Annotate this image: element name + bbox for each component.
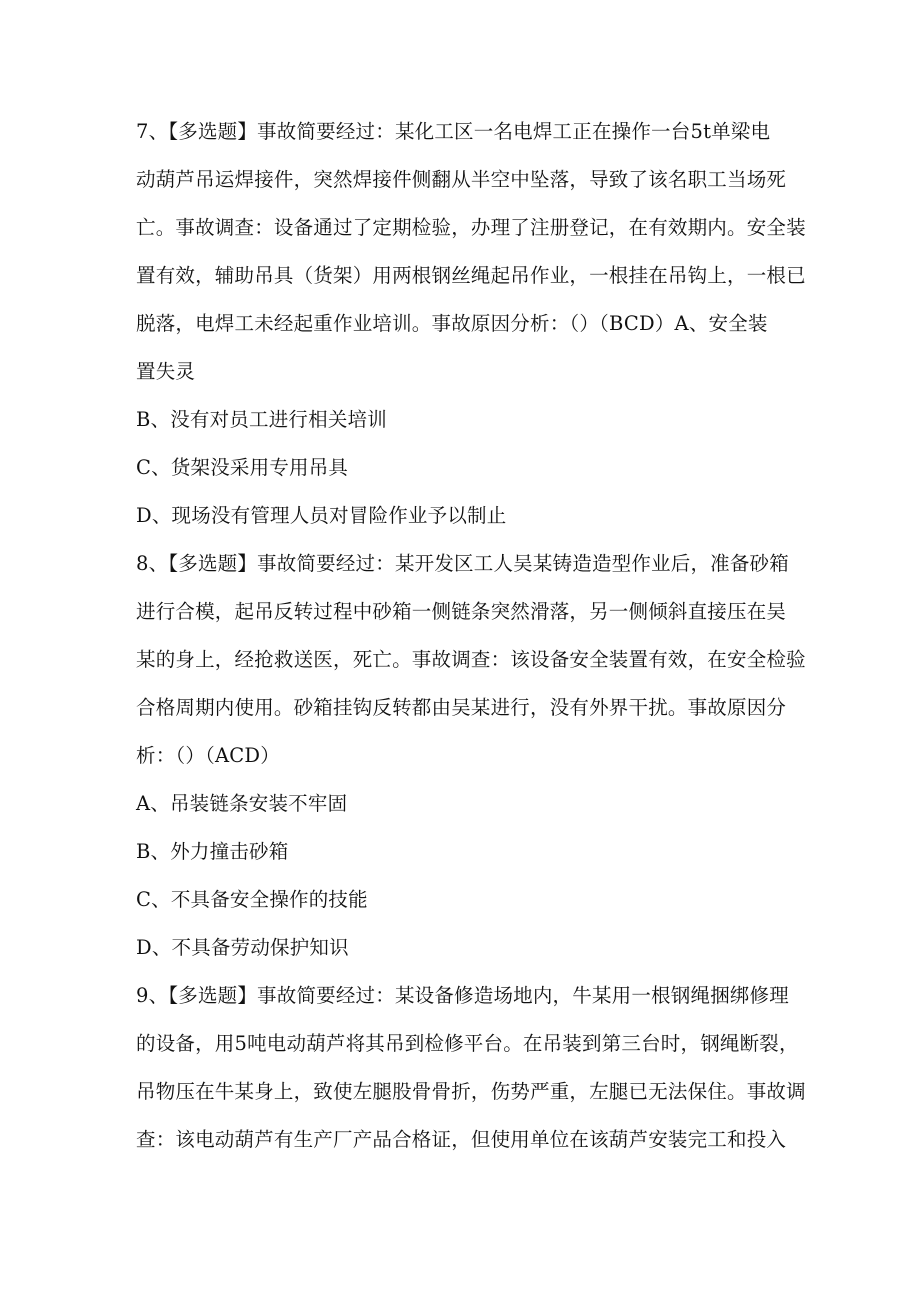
stem-line: 置失灵 xyxy=(136,360,196,383)
stem-line: 脱落，电焊工未经起重作业培训。事故原因分析：（）（BCD）A、安全装 xyxy=(136,312,768,335)
stem-line: 吊物压在牛某身上，致使左腿股骨骨折，伤势严重，左腿已无法保住。事故调 xyxy=(136,1080,806,1103)
option-b: B、没有对员工进行相关培训 xyxy=(136,408,387,431)
stem-line: 的设备，用5吨电动葫芦将其吊到检修平台。在吊装到第三台时，钢绳断裂， xyxy=(136,1032,799,1055)
stem-line: 8、【多选题】事故简要经过：某开发区工人吴某铸造造型作业后，准备砂箱 xyxy=(136,552,789,575)
question-7 xyxy=(136,108,806,540)
stem-line: 合格周期内使用。砂箱挂钩反转都由吴某进行，没有外界干扰。事故原因分 xyxy=(136,696,787,719)
option-a: A、吊装链条安装不牢固 xyxy=(136,792,348,815)
question-9 xyxy=(136,972,806,1164)
stem-line: 某的身上，经抢救送医，死亡。事故调查：该设备安全装置有效，在安全检验 xyxy=(136,648,806,671)
stem-line: 7、【多选题】事故简要经过：某化工区一名电焊工正在操作一台5t单梁电 xyxy=(136,120,771,143)
stem-line: 析：（）（ACD） xyxy=(136,744,280,767)
stem-line: 亡。事故调查：设备通过了定期检验，办理了注册登记，在有效期内。安全装 xyxy=(136,216,806,239)
stem-line: 9、【多选题】事故简要经过：某设备修造场地内，牛某用一根钢绳捆绑修理 xyxy=(136,984,789,1007)
option-d: D、现场没有管理人员对冒险作业予以制止 xyxy=(136,504,507,527)
stem-line: 进行合模，起吊反转过程中砂箱一侧链条突然滑落，另一侧倾斜直接压在吴 xyxy=(136,600,787,623)
stem-line: 动葫芦吊运焊接件，突然焊接件侧翻从半空中坠落，导致了该名职工当场死 xyxy=(136,168,787,191)
stem-line: 置有效，辅助吊具（货架）用两根钢丝绳起吊作业，一根挂在吊钩上，一根已 xyxy=(136,264,806,287)
question-7-stem xyxy=(136,108,806,396)
document-page xyxy=(136,108,806,1164)
stem-line: 查：该电动葫芦有生产厂产品合格证，但使用单位在该葫芦安装完工和投入 xyxy=(136,1128,787,1151)
question-9-stem xyxy=(136,972,806,1164)
question-8-stem xyxy=(136,540,806,780)
question-8 xyxy=(136,540,806,972)
option-b: B、外力撞击砂箱 xyxy=(136,840,289,863)
option-c: C、不具备安全操作的技能 xyxy=(136,888,368,911)
option-d: D、不具备劳动保护知识 xyxy=(136,936,349,959)
option-c: C、货架没采用专用吊具 xyxy=(136,456,349,479)
